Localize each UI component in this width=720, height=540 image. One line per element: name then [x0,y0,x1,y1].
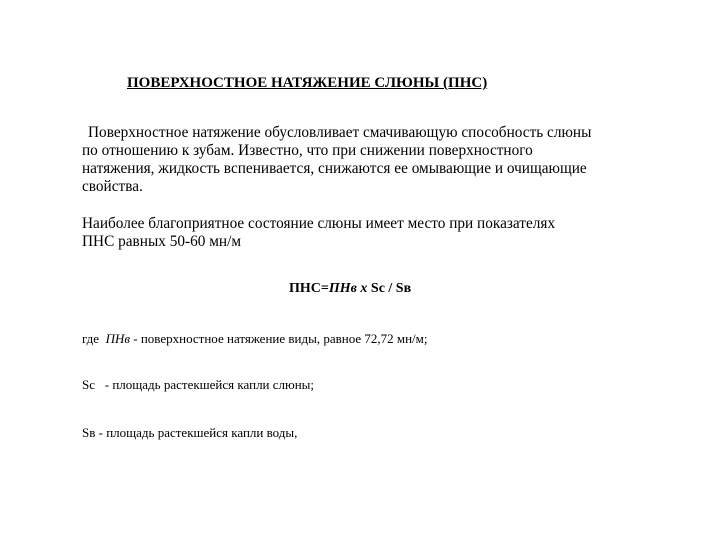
formula-times: х [360,281,368,296]
definition-sv: Sв - площадь растекшейся капли воды, [82,425,298,440]
paragraph2-line2: ПНС равных 50-60 мн/м [82,233,242,250]
paragraph-surface-tension [82,124,692,196]
paragraph2-line1: Наиболее благоприятное состояние слюны имеет место при показателях [82,215,556,232]
formula-pnv: ПНв [328,281,357,296]
paragraph1-line4: свойства. [82,178,143,195]
definition-sc: Sc - площадь растекшейся капли слюны; [82,377,315,392]
definition-pnv [82,331,428,347]
page-title: ПОВЕРХНОСТНОЕ НАТЯЖЕНИЕ СЛЮНЫ (ПНС) [127,75,488,91]
definition-text: - поверхностное натяжение виды, равное 72,72 мн/м; [133,331,428,346]
paragraph1-line2: по отношению к зубам. Известно, что при снижении поверхностного [82,142,533,159]
formula [289,281,411,297]
paragraph-optimal-values [82,215,682,251]
formula-lhs: ПНС= [289,281,329,296]
paragraph1-line3: натяжения, жидкость вспенивается, снижаются ее омывающие и очищающие [82,160,587,177]
paragraph1-line1: Поверхностное натяжение обусловливает смачивающую способность слюны [88,124,592,141]
definition-term: ПНв [105,331,130,346]
formula-rest: Sс / Sв [370,281,412,296]
definition-prefix: где [82,331,100,346]
